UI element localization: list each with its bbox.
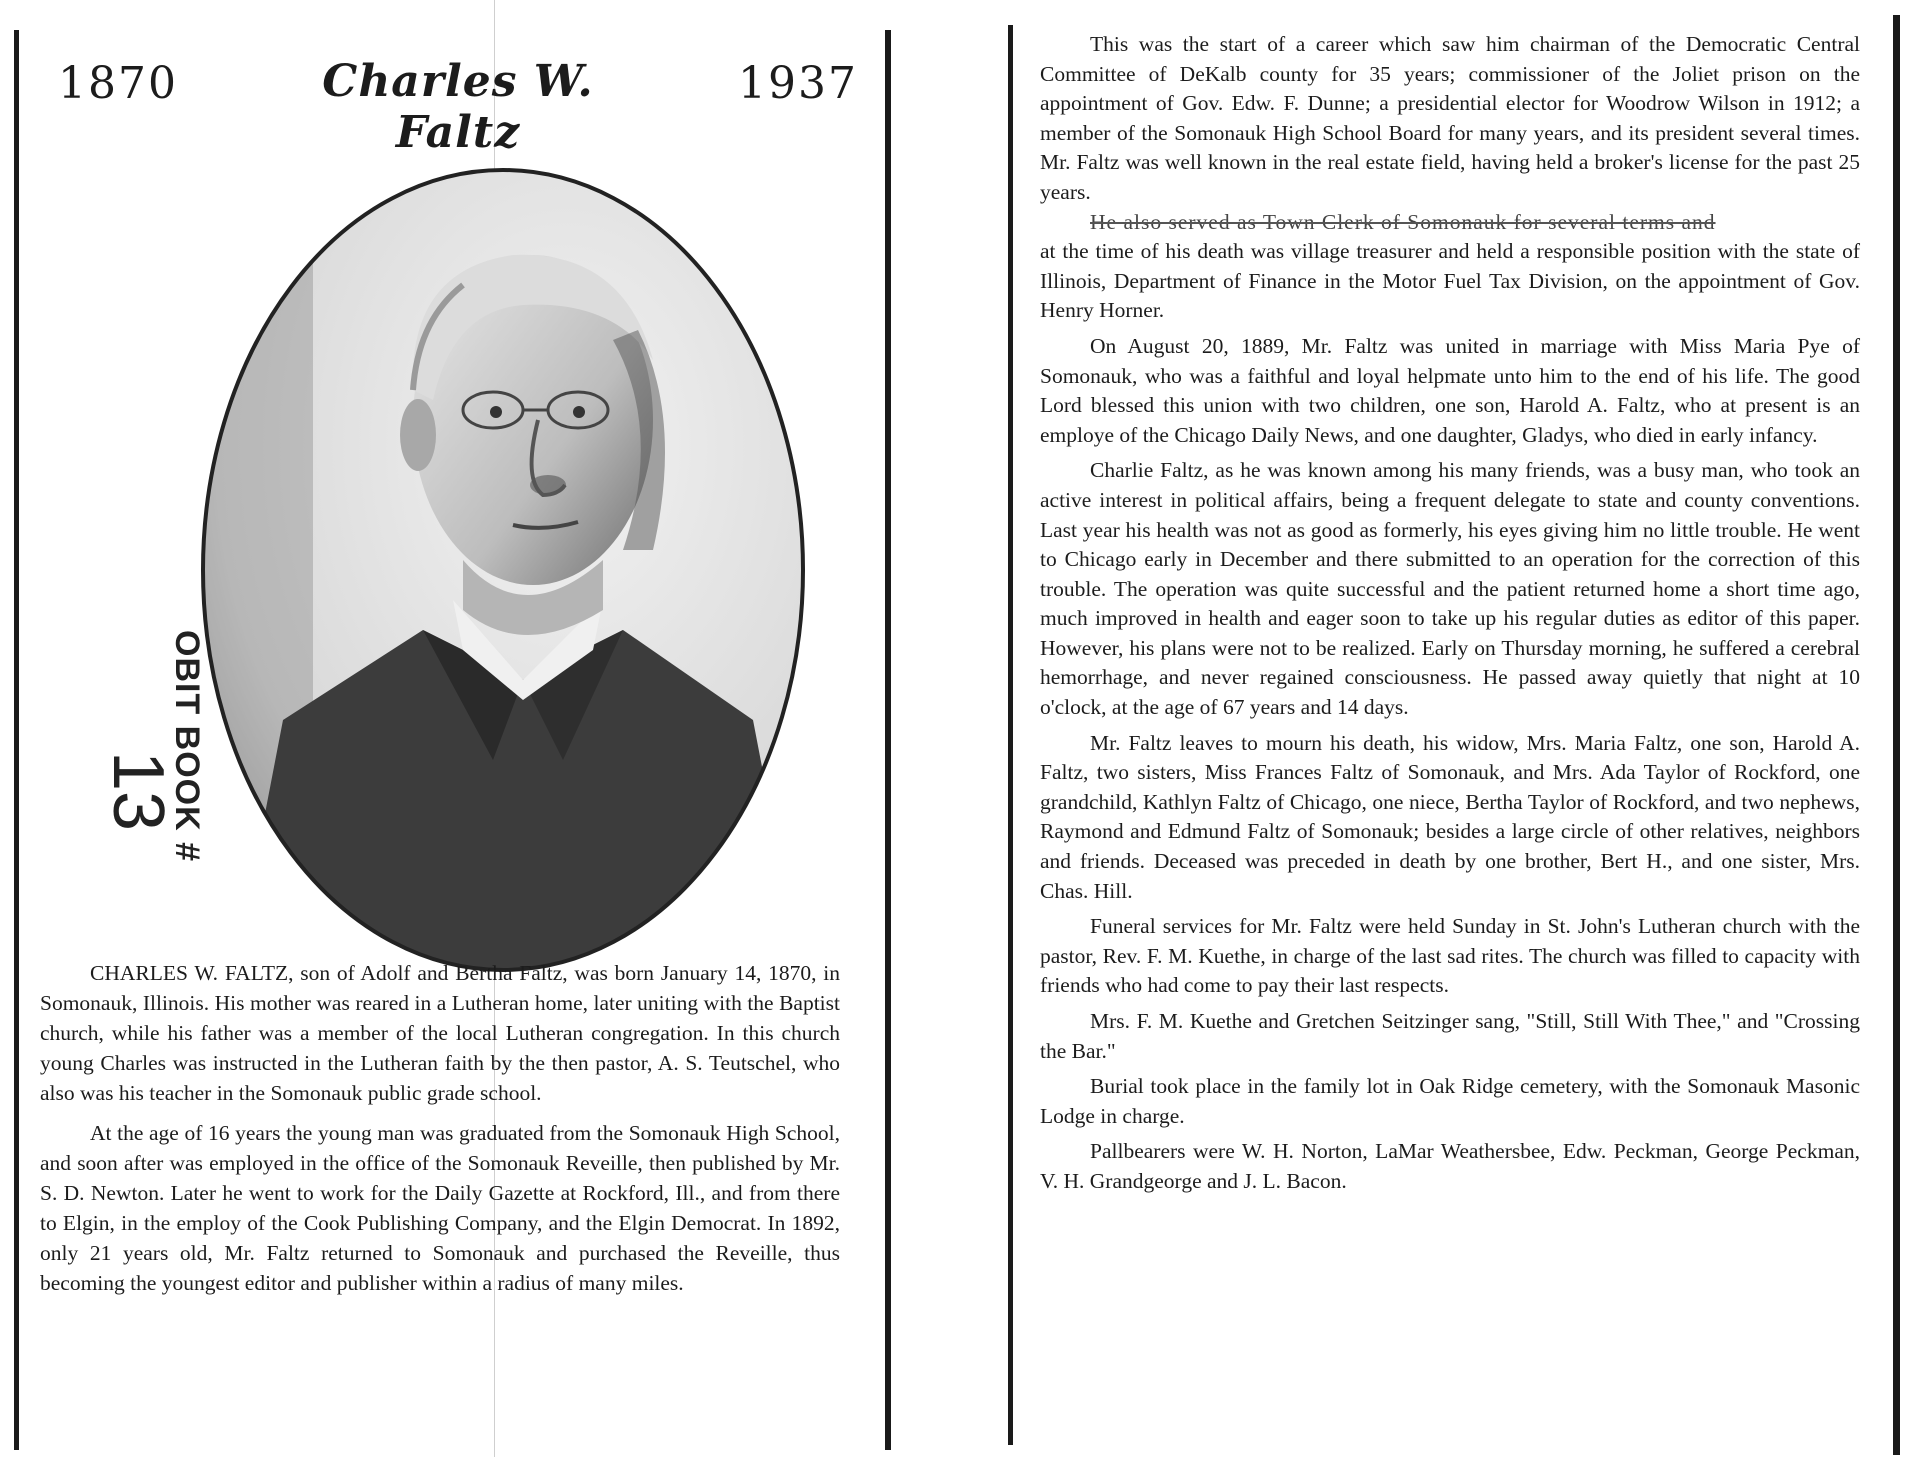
smudged-line: He also served as Town Clerk of Somonauk for several terms and	[1090, 209, 1716, 234]
right-inner-border	[1008, 25, 1013, 1445]
portrait-photo	[193, 160, 813, 980]
paragraph-pallbearers: Pallbearers were W. H. Norton, LaMar Weathersbee, Edw. Peckman, George Peckman, V. H. Grandgeorge and J. L. Bacon.	[1040, 1139, 1860, 1193]
paragraph-music: Mrs. F. M. Kuethe and Gretchen Seitzinger sang, "Still, Still With Thee," and "Crossing the Bar."	[1040, 1009, 1860, 1063]
left-inner-border	[885, 30, 891, 1450]
death-year: 1937	[738, 58, 858, 109]
right-body-text	[1040, 30, 1860, 1197]
paragraph-death: Charlie Faltz, as he was known among his many friends, was a busy man, who took an active interest in political affairs, being a frequent delegate to state and county conventions. Last year his health was not as good as formerly, his eyes giving him no little trouble. He went to Chicago early in December and there submitted to an operation for the correction of this trouble. The operation was quite successful and the patient returned home a short time ago, much improved in health and eager soon to take up his regular duties as editor of this paper. However, his plans were not to be realized. Early on Thursday morning, he suffered a cerebral hemorrhage, and never regained consciousness. He passed away quietly that night at 10 o'clock, at the age of 67 years and 14 days.	[1040, 458, 1860, 720]
obituary-header	[58, 52, 858, 158]
right-outer-border	[1893, 15, 1900, 1455]
birth-year: 1870	[58, 58, 178, 109]
paragraph-burial: Burial took place in the family lot in Oak Ridge cemetery, with the Somonauk Masonic Lodge in charge.	[1040, 1074, 1860, 1128]
paragraph-survivors: Mr. Faltz leaves to mourn his death, his widow, Mrs. Maria Faltz, one son, Harold A. Faltz, two sisters, Miss Frances Faltz of Somonauk, and Mrs. Ada Taylor of Rockford, one grandchild, Kathlyn Faltz of Chicago, one niece, Bertha Taylor of Rockford, and two nephews, Raymond and Edmund Faltz of Somonauk; besides a large circle of other relatives, neighbors and friends. Deceased was preceded in death by one brother, Bert H., and one sister, Mrs. Chas. Hill.	[1040, 730, 1860, 903]
paragraph-career-start: At the age of 16 years the young man was graduated from the Somonauk High School, and soon after was employed in the office of the Somonauk Reveille, then published by Mr. S. D. Newton. Later he went to work for the Daily Gazette at Rockford, Ill., and from there to Elgin, in the employ of the Cook Publishing Company, and the Elgin Democrat. In 1892, only 21 years old, Mr. Faltz returned to Somonauk and purchased the Reveille, thus becoming the youngest editor and publisher within a radius of many miles.	[40, 1121, 840, 1295]
paragraph-career: This was the start of a career which saw him chairman of the Democratic Central Committee of DeKalb county for 35 years; commissioner of the Joliet prison on the appointment of Gov. Edw. F. Dunne; a presidential elector for Woodrow Wilson in 1912; a member of the Somonauk High School Board for many years, and its president several times. Mr. Faltz was well known in the real estate field, having held a broker's license for the past 25 years.	[1040, 32, 1860, 204]
paragraph-birth: CHARLES W. FALTZ, son of Adolf and Bertha Faltz, was born January 14, 1870, in Somonauk, Illinois. His mother was reared in a Lutheran home, later uniting with the Baptist church, while his father was a member of the local Lutheran congregation. In this church young Charles was instructed in the Lutheran faith by the then pastor, A. S. Teutschel, who also was his teacher in the Somonauk public grade school.	[40, 961, 840, 1105]
obituary-title: Charles W. Faltz	[322, 56, 594, 158]
paragraph-funeral: Funeral services for Mr. Faltz were held Sunday in St. John's Lutheran church with the pastor, Rev. F. M. Kuethe, in charge of the last sad rites. The church was filled to capacity with friends who had come to pay their last respects.	[1040, 914, 1860, 998]
paragraph-marriage: On August 20, 1889, Mr. Faltz was united in marriage with Miss Maria Pye of Somonauk, who was a faithful and loyal helpmate unto him to the end of his life. The good Lord blessed this union with two children, one son, Harold A. Faltz, who at present is an employe of the Chicago Daily News, and one daughter, Gladys, who died in early infancy.	[1040, 333, 1860, 447]
stamp-handwritten-number: 13	[98, 750, 179, 832]
stamp-label: OBIT BOOK #	[168, 630, 206, 863]
paragraph-offices: at the time of his death was village treasurer and held a responsible position with the state of Illinois, Department of Finance in the Motor Fuel Tax Division, on the appointment of Gov. Henry Horner.	[1040, 239, 1860, 323]
left-body-text	[40, 958, 840, 1298]
left-outer-border	[14, 30, 19, 1450]
